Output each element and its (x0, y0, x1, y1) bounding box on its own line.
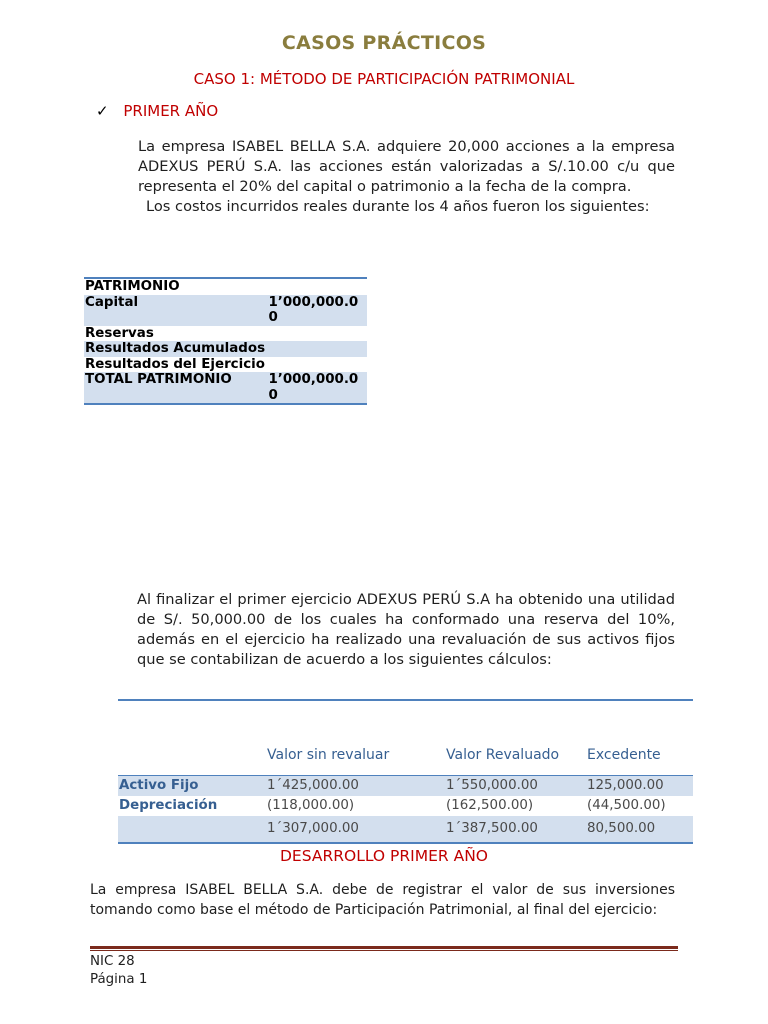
cell: 125,000.00 (586, 776, 693, 797)
page-title: CASOS PRÁCTICOS (281, 32, 487, 54)
revaluation-table (118, 699, 693, 844)
table-row (84, 372, 367, 404)
cell: 1´387,500.00 (445, 816, 586, 843)
row-label: Depreciación (119, 798, 218, 813)
column-header: Excedente (587, 747, 661, 763)
row-value: 1’000,000.00 (267, 372, 367, 404)
cell: (118,000.00) (267, 798, 355, 813)
cell: (44,500.00) (587, 798, 666, 813)
table-row (84, 278, 367, 295)
row-value: 1’000,000.00 (267, 295, 367, 326)
row-value (267, 326, 367, 342)
cell: 1´550,000.00 (445, 776, 586, 797)
cell: 1´307,000.00 (266, 816, 445, 843)
footer-divider-thin (90, 950, 678, 951)
column-header: Valor Revaluado (446, 747, 560, 763)
row-label: Activo Fijo (118, 776, 266, 797)
row-label (118, 816, 266, 843)
table-row (84, 341, 367, 357)
checkmark-icon: ✓ (96, 102, 109, 120)
row-label: TOTAL PATRIMONIO (84, 372, 267, 404)
page-number: Página 1 (90, 972, 148, 987)
row-value (267, 341, 367, 357)
row-label: Capital (84, 295, 267, 326)
checklist-item (96, 102, 218, 120)
patrimonio-table (84, 277, 367, 405)
patrimonio-header: PATRIMONIO (84, 278, 267, 295)
table-row (118, 816, 693, 843)
cell: (162,500.00) (446, 798, 534, 813)
development-paragraph: La empresa ISABEL BELLA S.A. debe de registrar el valor de sus inversiones tomando como base el método de Participación Patrimonial, al final del ejercicio: (90, 882, 675, 918)
table-row (84, 357, 367, 373)
row-label: Resultados del Ejercicio (85, 356, 265, 372)
intro-text-continued: Los costos incurridos reales durante los 4 años fueron los siguientes: (146, 198, 650, 215)
table-header-row (118, 745, 693, 776)
case-subtitle: CASO 1: MÉTODO DE PARTICIPACIÓN PATRIMONIAL (193, 70, 575, 88)
table-row (118, 796, 693, 816)
row-value (267, 357, 367, 373)
section-heading: DESARROLLO PRIMER AÑO (280, 847, 488, 865)
table-row (84, 295, 367, 326)
row-label: Reservas (85, 325, 154, 341)
footer-divider (90, 946, 678, 949)
row-label: Resultados Acumulados (84, 341, 267, 357)
revaluation-paragraph: Al finalizar el primer ejercicio ADEXUS PERÚ S.A ha obtenido una utilidad de S/. 50,000.00 de los cuales ha conformado una reserva del 10%, además en el ejercicio ha realizado una revaluación de sus activos fijos que se contabilizan de acuerdo a los siguientes cálculos: (137, 591, 675, 668)
intro-paragraph (138, 137, 675, 217)
cell: 80,500.00 (586, 816, 693, 843)
footer-label: NIC 28 (90, 954, 135, 969)
column-header (118, 745, 266, 776)
table-row (118, 776, 693, 797)
table-row (84, 326, 367, 342)
table-row (118, 700, 693, 745)
intro-text: La empresa ISABEL BELLA S.A. adquiere 20,000 acciones a la empresa ADEXUS PERÚ S.A. las acciones están valorizadas a S/.10.00 c/u que representa el 20% del capital o patrimonio a la fecha de la compra. (138, 138, 675, 195)
column-header: Valor sin revaluar (267, 747, 390, 763)
cell: 1´425,000.00 (266, 776, 445, 797)
checklist-item-label: PRIMER AÑO (123, 102, 219, 120)
